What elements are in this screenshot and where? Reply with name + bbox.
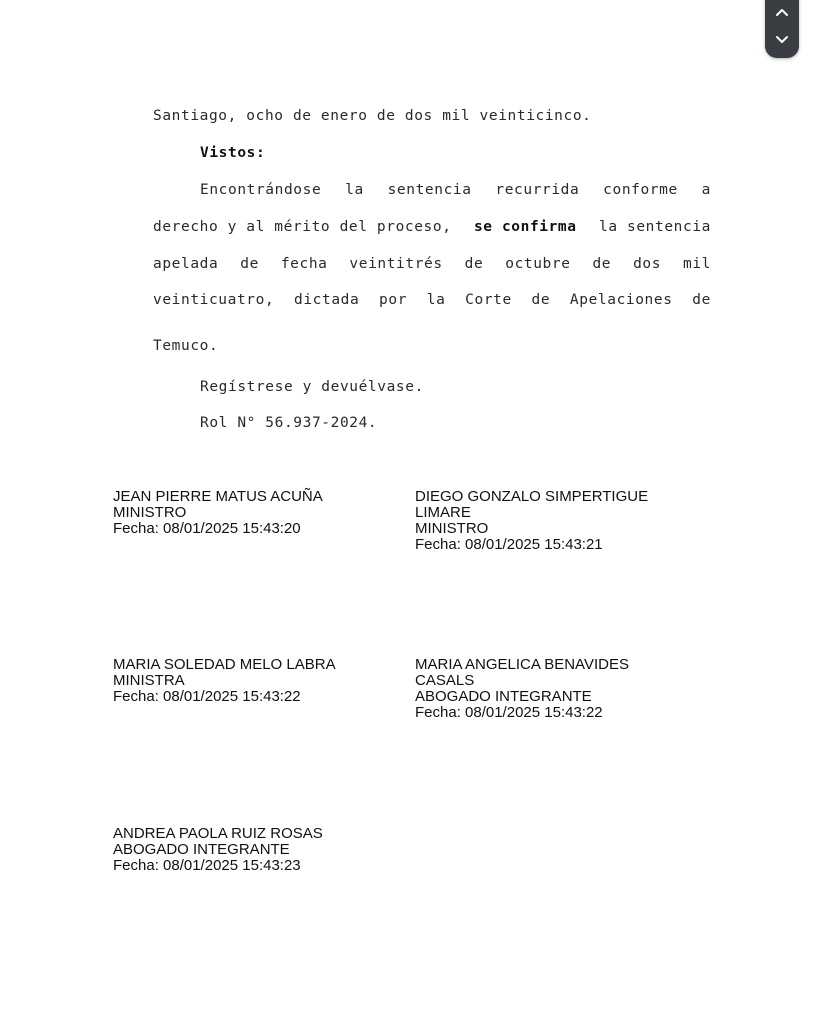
word: la [426,292,446,308]
rol-number: Rol N° 56.937-2024. [200,415,378,431]
signer-role: ABOGADO INTEGRANTE [113,841,290,858]
signature-block [415,657,629,721]
paragraph-line-5: Temuco. [153,338,219,354]
word: de [592,256,612,272]
signature-date: Fecha: 08/01/2025 15:43:22 [415,704,603,721]
next-page-button[interactable] [765,26,799,54]
paragraph-line-4 [153,292,711,308]
signer-name: MARIA ANGELICA BENAVIDES [415,656,629,673]
signer-role: MINISTRO [415,520,489,537]
word: Apelaciones [569,292,673,308]
word: a [701,182,711,198]
word: Corte [465,292,512,308]
signature-block [415,489,648,553]
word: octubre [505,256,571,272]
word: de [531,292,551,308]
word: dictada [294,292,360,308]
signature-block [113,489,323,537]
word: fecha [280,256,328,272]
word: Encontrándose [200,182,322,198]
word: veintitrés [349,256,443,272]
signer-role: ABOGADO INTEGRANTE [415,688,592,705]
signature-block [113,657,336,705]
signer-name: MARIA SOLEDAD MELO LABRA [113,656,336,673]
chevron-down-icon [775,35,789,45]
word: por [379,292,408,308]
signer-name: ANDREA PAOLA RUIZ ROSAS [113,825,323,842]
date-line: Santiago, ocho de enero de dos mil veinticinco. [153,108,592,124]
signer-role: MINISTRA [113,672,185,689]
signer-role: MINISTRO [113,504,187,521]
paragraph-line-1 [200,182,711,198]
word: dos [633,256,662,272]
signer-name-cont: LIMARE [415,504,471,521]
word: apelada [153,256,219,272]
signature-date: Fecha: 08/01/2025 15:43:22 [113,688,301,705]
signature-date: Fecha: 08/01/2025 15:43:20 [113,520,301,537]
text-segment: derecho y al mérito del proceso, [153,219,452,235]
registrese-line: Regístrese y devuélvase. [200,379,424,395]
chevron-up-icon [775,7,789,17]
previous-page-button[interactable] [765,0,799,26]
paragraph-line-2 [153,219,711,235]
word: veinticuatro, [153,292,275,308]
paragraph-line-3 [153,256,711,272]
signer-name-cont: CASALS [415,672,475,689]
word: la [345,182,364,198]
page-nav-widget [765,0,799,58]
signature-date: Fecha: 08/01/2025 15:43:23 [113,857,301,874]
word: mil [682,256,711,272]
signature-date: Fecha: 08/01/2025 15:43:21 [415,536,603,553]
signer-name: JEAN PIERRE MATUS ACUÑA [113,488,323,505]
word: conforme [603,182,678,198]
text-segment: la sentencia [599,219,711,235]
bold-confirma: se confirma [473,219,577,235]
signer-name: DIEGO GONZALO SIMPERTIGUE [415,488,649,505]
word: de [692,292,711,308]
word: de [464,256,484,272]
signature-block [113,826,323,874]
word: sentencia [387,182,472,198]
word: de [240,256,259,272]
word: recurrida [495,182,580,198]
vistos-heading: Vistos: [200,145,266,161]
